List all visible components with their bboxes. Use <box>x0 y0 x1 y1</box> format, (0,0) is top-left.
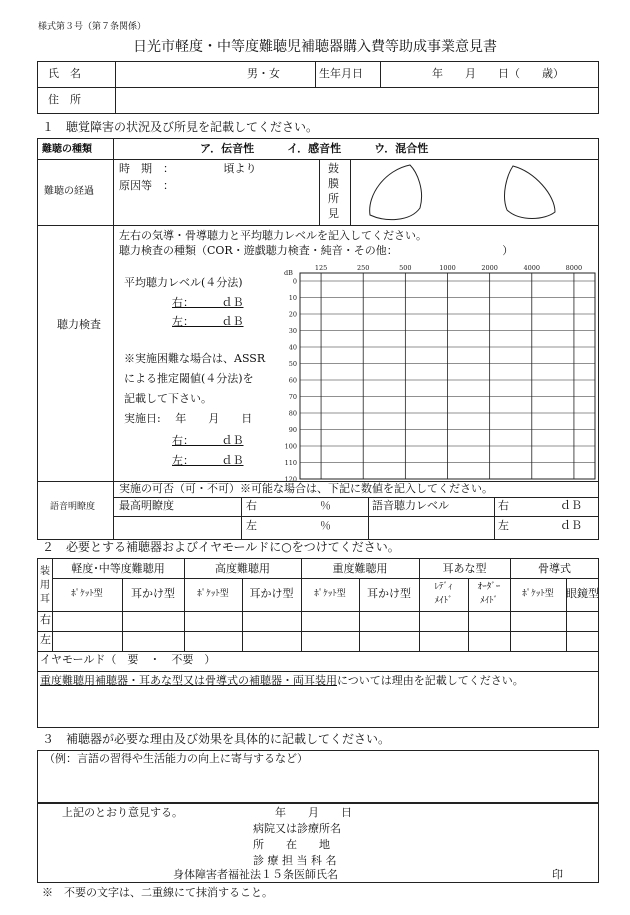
signature-date[interactable]: 年 月 日 <box>275 806 352 819</box>
speech-label: 語音明瞭度 <box>50 502 96 512</box>
reason-text-area[interactable] <box>40 692 596 726</box>
page-title: 日光市軽度・中等度難聴児補聴器購入費等助成事業意見書 <box>133 39 497 55</box>
speech-instruction[interactable]: 実施の可否（可・不可）※可能な場合は、下記に数値を記入してください。 <box>119 482 493 495</box>
level-tick-label: 80 <box>288 409 297 418</box>
col-mild-bte: 耳かけ型 <box>131 587 175 600</box>
db-unit-label: dB <box>284 269 293 277</box>
frequency-tick-label: 8000 <box>565 264 583 272</box>
cause-field[interactable]: 原因等 ： <box>119 179 174 192</box>
section2-heading: ２ 必要とする補聴器およびイヤモールドに○をつけてください。 <box>42 540 400 554</box>
speech-left-unit: ｄＢ <box>560 519 582 532</box>
frequency-tick-label: 2000 <box>481 264 498 272</box>
clarity-right-label: 右 <box>246 499 257 512</box>
right-avg-db[interactable]: 右： ｄＢ <box>172 296 244 309</box>
level-tick-label: 40 <box>288 343 297 352</box>
clarity-right-unit: ％ <box>320 499 331 512</box>
col-custom-sub: ﾒｲﾄﾞ <box>479 596 498 606</box>
assr-note-2: による推定閾値(４分法)を <box>124 372 254 385</box>
avg-level-label: 平均聴力レベル(４分法) <box>124 276 243 289</box>
dob-field[interactable]: 年 月 日（ 歳） <box>432 67 564 80</box>
speech-right-unit: ｄＢ <box>560 499 582 512</box>
reason-instruction-underlined: 重度難聴用補聴器・耳あな型又は骨導式の補聴器・両耳装用 <box>40 674 337 687</box>
opinion-statement: 上記のとおり意見する。 <box>62 806 183 819</box>
right-eardrum-outline <box>370 165 422 220</box>
level-tick-label: 100 <box>284 442 297 451</box>
col-severe-bte: 耳かけ型 <box>249 587 294 600</box>
clarity-left-unit: ％ <box>320 519 331 532</box>
clarity-left-label: 左 <box>246 519 257 532</box>
level-tick-label: 50 <box>288 360 297 368</box>
speech-right-label: 右 <box>498 499 509 512</box>
left-assr-db[interactable]: 左： ｄＢ <box>172 454 244 467</box>
level-tick-label: 20 <box>288 310 297 319</box>
section1-heading: １ 聴覚障害の状況及び所見を記載してください。 <box>42 120 319 134</box>
col-profound-pocket: ﾎﾟｹｯﾄ型 <box>314 589 346 599</box>
frequency-tick-label: 500 <box>399 264 412 272</box>
group-mild: 軽度･中等度難聴用 <box>71 562 165 575</box>
group-profound: 重度難聴用 <box>332 562 388 575</box>
level-tick-label: 70 <box>288 393 297 401</box>
address-field[interactable] <box>117 89 597 112</box>
sex-field[interactable]: 男・女 <box>247 67 280 80</box>
eardrum-label-2: 膜 <box>328 177 339 190</box>
frequency-tick-label: 250 <box>357 264 370 272</box>
level-tick-label: 60 <box>288 376 297 385</box>
name-label: 氏 名 <box>48 67 81 80</box>
col-custom: ｵｰﾀﾞｰ <box>477 582 501 592</box>
col-bone-glasses: 眼鏡型 <box>566 587 599 600</box>
group-severe: 高度難聴用 <box>215 562 270 575</box>
reason-instruction <box>40 675 524 688</box>
test-instruction-2[interactable]: 聴力検査の種類（COR・遊戯聴力検査・純音・その他： ） <box>119 244 514 257</box>
doctor-name-label: 身体障害者福祉法１５条医師氏名 <box>173 868 338 881</box>
course-label: 難聴の経過 <box>44 186 94 197</box>
eardrum-label-4: 見 <box>328 207 339 220</box>
hospital-name-label: 病院又は診療所名 <box>253 822 341 835</box>
col-ready-made: ﾚﾃﾞｨ <box>434 582 453 592</box>
eardrum-label-1: 鼓 <box>328 162 339 175</box>
hearing-test-label: 聴力検査 <box>57 318 101 331</box>
ear-label-2: 用 <box>40 580 50 591</box>
section3-heading: ３ 補聴器が必要な理由及び効果を具体的に記載してください。 <box>42 732 391 746</box>
earmold-option[interactable]: イヤモールド（ 要 ・ 不要 ） <box>40 653 216 666</box>
row-left-ear[interactable]: 左 <box>40 633 51 646</box>
address-label: 住 所 <box>48 93 81 106</box>
ear-label-1: 装 <box>40 566 50 577</box>
hospital-address-label: 所 在 地 <box>253 838 330 851</box>
ear-label-3: 耳 <box>40 594 50 605</box>
max-clarity-label: 最高明瞭度 <box>119 499 174 512</box>
implementation-date[interactable]: 実施日: 年 月 日 <box>124 412 253 425</box>
group-in-ear: 耳あな型 <box>442 562 487 575</box>
reason-instruction-tail: については理由を記載してください。 <box>337 674 524 687</box>
onset-period[interactable]: 時 期 ： 頃より <box>119 162 257 175</box>
level-tick-label: 30 <box>288 327 297 335</box>
footnote: ※ 不要の文字は、二重線にて抹消すること。 <box>42 886 273 899</box>
frequency-tick-label: 1000 <box>439 264 456 272</box>
col-mild-pocket: ﾎﾟｹｯﾄ型 <box>71 589 103 599</box>
level-tick-label: 90 <box>288 426 297 434</box>
form-number: 様式第３号（第７条関係） <box>38 22 147 32</box>
reason-example: （例：言語の習得や生活能力の向上に寄与するなど） <box>44 752 308 765</box>
row-right-ear[interactable]: 右 <box>40 613 51 626</box>
group-bone: 骨導式 <box>538 562 571 575</box>
left-eardrum-outline <box>505 166 555 219</box>
frequency-tick-label: 4000 <box>523 264 541 272</box>
col-bone-pocket: ﾎﾟｹｯﾄ型 <box>522 589 554 599</box>
left-avg-db[interactable]: 左： ｄＢ <box>172 315 244 328</box>
audiogram-chart[interactable] <box>282 261 597 481</box>
level-tick-label: 10 <box>288 294 297 302</box>
test-instruction-1: 左右の気導・骨導聴力と平均聴力レベルを記入してください。 <box>119 229 427 242</box>
speech-left-label: 左 <box>498 519 509 532</box>
dob-label: 生年月日 <box>319 67 363 80</box>
department-label: 診 療 担 当 科 名 <box>253 854 337 867</box>
eardrum-label-3: 所 <box>328 192 339 205</box>
col-profound-bte: 耳かけ型 <box>367 587 411 600</box>
eardrum-diagrams[interactable] <box>355 160 600 224</box>
frequency-tick-label: 125 <box>314 264 328 272</box>
assr-note-3: 記載して下さい。 <box>124 392 212 405</box>
assr-note-1: ※実施困難な場合は、ASSR <box>124 352 266 365</box>
level-tick-label: 0 <box>292 277 297 286</box>
type-label: 難聴の種類 <box>42 144 92 155</box>
col-ready-made-sub: ﾒｲﾄﾞ <box>434 596 453 606</box>
right-assr-db[interactable]: 右： ｄＢ <box>172 434 244 447</box>
speech-level-label: 語音聴力レベル <box>372 499 449 512</box>
level-tick-label: 110 <box>284 459 297 467</box>
level-tick-label: 120 <box>284 475 297 481</box>
col-severe-pocket: ﾎﾟｹｯﾄ型 <box>197 589 229 599</box>
seal-mark: 印 <box>552 868 563 881</box>
hearing-loss-types[interactable]: ア．伝音性 イ．感音性 ウ．混合性 <box>200 142 429 155</box>
